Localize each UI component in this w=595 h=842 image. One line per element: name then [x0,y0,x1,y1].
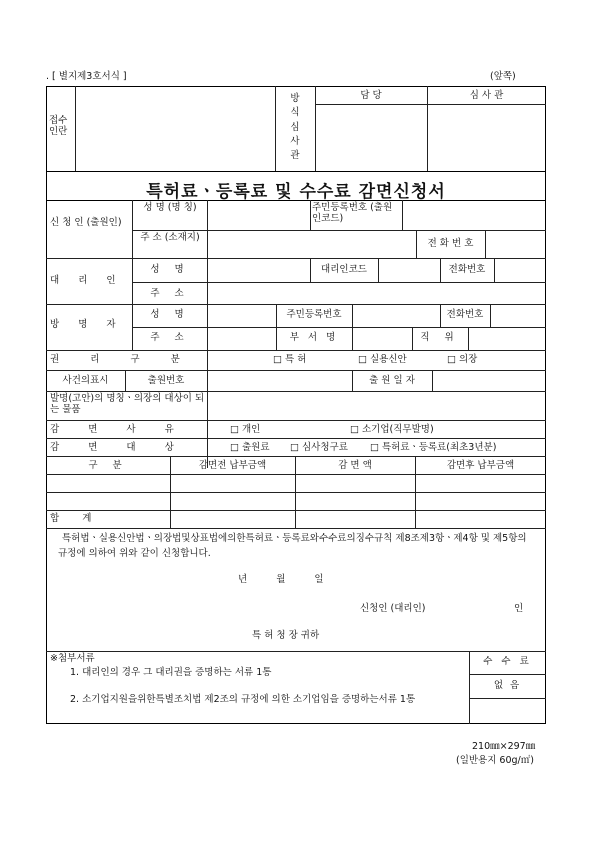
agent-code-label: 대리인코드 [321,264,367,275]
application-date-label: 출 원 일 자 [369,375,415,386]
request-date[interactable]: 년 월 일 [238,574,324,585]
reduction-target-label: 감 면 대 상 [50,442,187,453]
signer-label: 신청인 (대리인) [360,603,426,614]
applicant-phone-label: 전 화 번 호 [427,238,474,249]
reason-individual-checkbox[interactable]: □ 개인 [230,424,261,435]
page-side: (앞쪽) [490,71,516,82]
fee-box-label: 수 수 료 [483,656,532,667]
application-number-label: 출원번호 [147,375,185,386]
right-type-design-checkbox[interactable]: □ 의장 [447,354,478,365]
agent-name-field[interactable] [208,259,309,281]
right-type-label: 권 리 구 분 [50,354,194,365]
case-id-label: 사건의표시 [62,375,109,386]
visitor-dept-label: 부 서 명 [289,332,339,343]
fee-header-category: 구 분 [88,460,128,471]
officer-signature-box[interactable] [316,105,426,170]
document-title: 특허료ㆍ등록료 및 수수료 감면신청서 [146,182,446,202]
officer-label: 담 당 [360,90,382,101]
applicant-address-label: 주 소 (소재지) [140,232,200,243]
fee-header-after: 감면후 납부금액 [446,460,515,471]
visitor-label: 방 명 자 [50,319,124,330]
attachment-item: 2. 소기업지원을위한특별조치법 제2조의 규정에 의한 소기업임을 증명하는서류 1통 [70,694,416,705]
target-application-fee-checkbox[interactable]: □ 출원료 [230,442,270,453]
fee-row[interactable] [47,493,545,509]
examiner-label: 심 사 관 [469,90,504,101]
invention-name-field[interactable] [208,392,545,419]
applicant-id-field[interactable] [403,201,545,229]
applicant-phone-field[interactable] [486,231,545,257]
form-number: . [ 별지제3호서식 ] [46,71,127,82]
agent-phone-field[interactable] [495,259,545,281]
invention-name-label: 발명(고안)의 명칭ㆍ의장의 대상이 되는 물품 [50,393,205,415]
visitor-address-label: 주 소 [150,332,190,343]
agent-address-field[interactable] [208,283,545,303]
fee-header-amount: 감 면 액 [338,460,372,471]
visitor-address-field[interactable] [208,328,275,349]
right-type-utility-checkbox[interactable]: □ 실용신안 [358,354,407,365]
fee-total-label: 합 계 [50,513,102,524]
reception-stamp-area[interactable] [76,87,274,170]
fee-box-value: 없 음 [493,680,522,691]
agent-code-field[interactable] [379,259,439,281]
reduction-reason-label: 감 면 사 유 [50,424,187,435]
visitor-name-label: 성 명 [150,309,190,320]
visitor-phone-field[interactable] [491,305,545,326]
agent-label: 대 리 인 [50,275,124,286]
paper-size: 210㎜×297㎜ [472,741,536,752]
visitor-id-field[interactable] [353,305,439,326]
applicant-label: 신 청 인 (출원인) [50,217,122,228]
target-exam-fee-checkbox[interactable]: □ 심사청구료 [290,442,348,453]
applicant-name-label: 성 명 (명 칭) [143,202,197,213]
attachments-label: ※첨부서류 [50,653,95,664]
target-registration-fee-checkbox[interactable]: □ 특허료ㆍ등록료(최초3년분) [370,442,497,453]
attachment-item: 1. 대리인의 경우 그 대리권을 증명하는 서류 1통 [70,667,272,678]
visitor-position-label: 직 위 [420,332,460,343]
applicant-address-field[interactable] [208,231,415,257]
right-type-patent-checkbox[interactable]: □ 특 허 [273,354,307,365]
visitor-position-field[interactable] [469,328,545,349]
applicant-id-label: 주민등록번호 (출원인코드) [312,202,393,224]
application-number-field[interactable] [208,371,351,390]
agent-address-label: 주 소 [150,288,190,299]
visitor-phone-label: 전화번호 [446,309,484,320]
agent-name-label: 성 명 [150,264,190,275]
paper-type: (일반용지 60g/㎡) [456,755,534,766]
examiner-signature-box[interactable] [428,105,545,170]
reception-stamp-label: 접수 인란 [49,115,68,137]
seal-label[interactable]: 인 [514,603,524,614]
visitor-id-label: 주민등록번호 [286,309,342,320]
reason-small-business-checkbox[interactable]: □ 소기업(직무발명) [350,424,434,435]
fee-header-before: 감면전 납부금액 [198,460,267,471]
recipient-label: 특 허 청 장 귀하 [252,630,320,641]
agent-phone-label: 전화번호 [448,264,486,275]
visitor-dept-field[interactable] [353,328,411,349]
applicant-name-field[interactable] [208,201,309,229]
request-statement: 특허법ㆍ실용신안법ㆍ의장법및상표법에의한특허료ㆍ등록료와수수료의징수규칙 제8조제3항ㆍ제4항 및 제5항의 규정에 의하여 위와 같이 신청합니다. [58,533,527,559]
fee-row[interactable] [47,475,545,491]
application-date-field[interactable] [433,371,545,390]
visitor-name-field[interactable] [208,305,275,326]
examiner-vertical-label: 방 식 심 사 관 [290,93,300,161]
fee-total-row[interactable] [171,511,545,527]
